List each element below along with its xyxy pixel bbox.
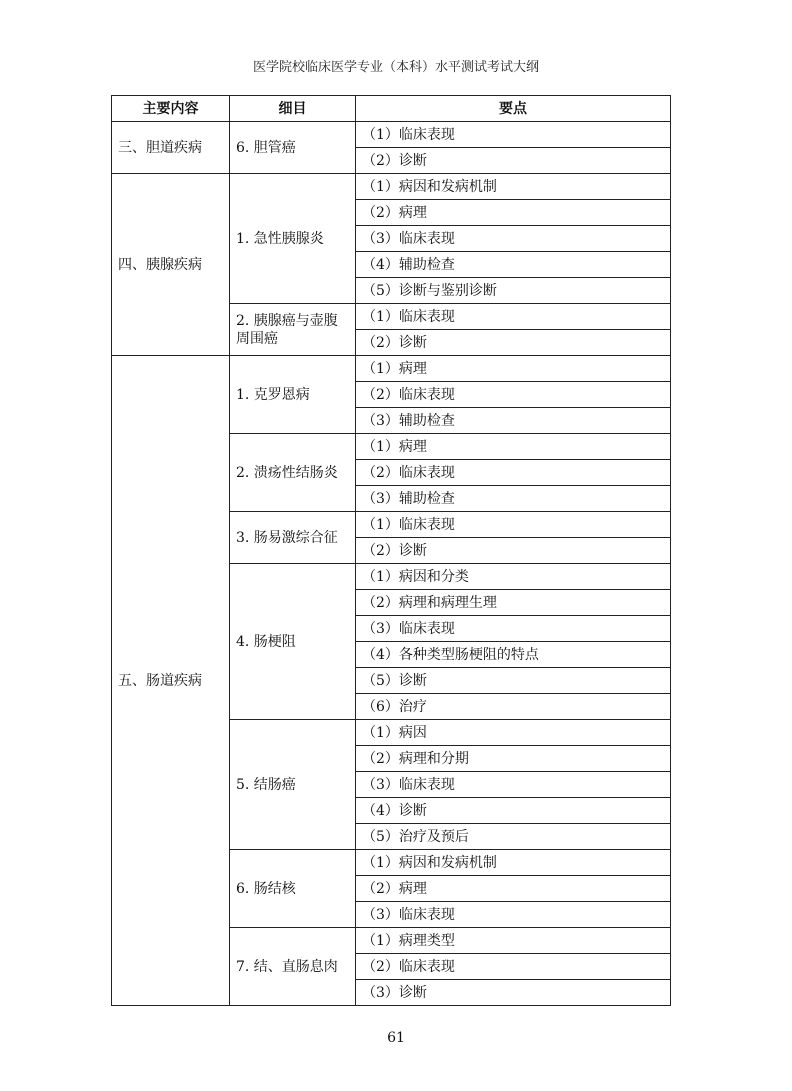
key-point-cell: （1）临床表现 [356,304,671,330]
main-topic-cell: 五、肠道疾病 [112,356,230,1006]
subitem-cell: 4. 肠梗阻 [230,564,356,720]
key-point-cell: （2）临床表现 [356,954,671,980]
key-point-cell: （6）治疗 [356,694,671,720]
key-point-cell: （3）辅助检查 [356,408,671,434]
key-point-cell: （2）病理 [356,200,671,226]
page-header: 医学院校临床医学专业（本科）水平测试考试大纲 [252,60,539,75]
key-point-cell: （4）各种类型肠梗阻的特点 [356,642,671,668]
subitem-cell: 6. 胆管癌 [230,122,356,174]
subitem-cell: 1. 克罗恩病 [230,356,356,434]
subitem-cell: 5. 结肠癌 [230,720,356,850]
key-point-cell: （3）临床表现 [356,772,671,798]
subitem-cell: 2. 溃疡性结肠炎 [230,434,356,512]
key-point-cell: （2）病理和病理生理 [356,590,671,616]
key-point-cell: （2）病理 [356,876,671,902]
column-header: 细目 [230,96,356,122]
key-point-cell: （1）病因和发病机制 [356,850,671,876]
table-row [112,356,671,382]
key-point-cell: （1）病因和分类 [356,564,671,590]
subitem-cell: 3. 肠易激综合征 [230,512,356,564]
key-point-cell: （2）病理和分期 [356,746,671,772]
key-point-cell: （1）病理 [356,434,671,460]
key-point-cell: （2）诊断 [356,538,671,564]
key-point-cell: （3）临床表现 [356,616,671,642]
key-point-cell: （5）诊断与鉴别诊断 [356,278,671,304]
main-topic-cell: 三、胆道疾病 [112,122,230,174]
table-row [112,174,671,200]
key-point-cell: （2）临床表现 [356,460,671,486]
outline-table [111,95,671,1006]
key-point-cell: （3）诊断 [356,980,671,1006]
key-point-cell: （5）诊断 [356,668,671,694]
subitem-cell: 2. 胰腺癌与壶腹周围癌 [230,304,356,356]
key-point-cell: （3）临床表现 [356,226,671,252]
key-point-cell: （1）病理类型 [356,928,671,954]
table-row [112,122,671,148]
key-point-cell: （2）诊断 [356,148,671,174]
key-point-cell: （3）临床表现 [356,902,671,928]
table-header-row [112,96,671,122]
main-topic-cell: 四、胰腺疾病 [112,174,230,356]
table-body [112,122,671,1006]
key-point-cell: （2）临床表现 [356,382,671,408]
key-point-cell: （1）病因 [356,720,671,746]
key-point-cell: （4）诊断 [356,798,671,824]
key-point-cell: （3）辅助检查 [356,486,671,512]
key-point-cell: （4）辅助检查 [356,252,671,278]
column-header: 主要内容 [112,96,230,122]
key-point-cell: （1）病因和发病机制 [356,174,671,200]
key-point-cell: （1）临床表现 [356,122,671,148]
page-number: 61 [387,1030,405,1046]
subitem-cell: 7. 结、直肠息肉 [230,928,356,1006]
key-point-cell: （2）诊断 [356,330,671,356]
subitem-cell: 1. 急性胰腺炎 [230,174,356,304]
key-point-cell: （1）临床表现 [356,512,671,538]
key-point-cell: （1）病理 [356,356,671,382]
subitem-cell: 6. 肠结核 [230,850,356,928]
column-header: 要点 [356,96,671,122]
key-point-cell: （5）治疗及预后 [356,824,671,850]
